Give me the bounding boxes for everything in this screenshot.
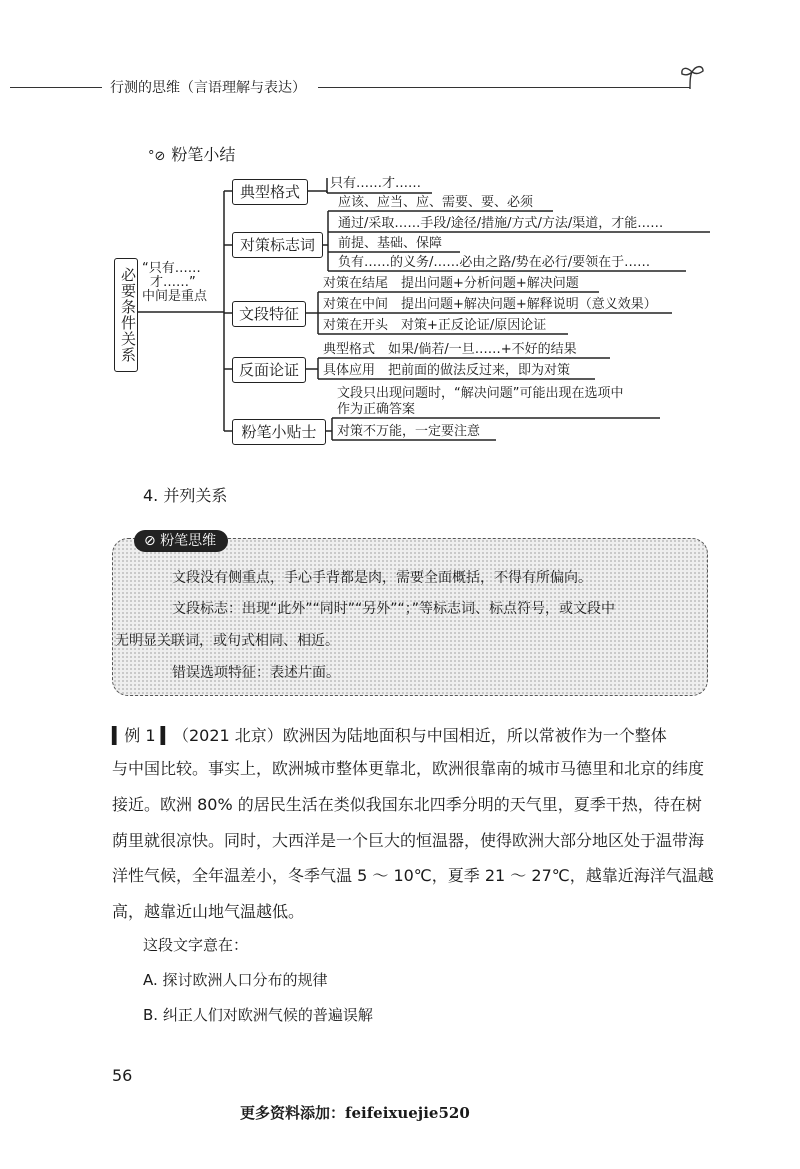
chalk-icon: °⊘ xyxy=(148,149,166,164)
leaf-strategy-1: 应该、应当、应、需要、要、必须 xyxy=(338,195,534,210)
thinking-label: ⊘ 粉笔思维 xyxy=(134,530,228,552)
option-a: A. 探讨欧洲人口分布的规律 xyxy=(143,971,328,989)
question-prompt: 这段文字意在： xyxy=(143,936,249,954)
branch-counter-argument: 反面论证 xyxy=(232,357,306,383)
branch-paragraph-features: 文段特征 xyxy=(232,301,306,327)
root-note: “只有…… 才……” 中间是重点 xyxy=(142,261,208,304)
example-label: ▍例 1 ▍（2021 北京）欧洲因为陆地面积与中国相近，所以常被作为一个整体 xyxy=(112,726,667,745)
leaf-tip-3: 对策不万能，一定要注意 xyxy=(337,424,481,439)
thinking-line-3: 无明显关联词，或句式相同、相近。 xyxy=(115,633,339,649)
leaf-tip-2: 作为正确答案 xyxy=(337,402,416,417)
section-heading: 4. 并列关系 xyxy=(143,486,228,505)
leaf-typical-format-1: 只有……才…… xyxy=(330,176,422,191)
leaf-counter-1: 典型格式 如果/倘若/一旦……+不好的结果 xyxy=(323,342,577,357)
thinking-line-2: 文段标志：出现“此外”“同时”“另外”“；”等标志词、标点符号，或文段中 xyxy=(172,601,616,617)
leaf-counter-2: 具体应用 把前面的做法反过来，即为对策 xyxy=(323,363,571,378)
thinking-line-1: 文段没有侧重点，手心手背都是肉，需要全面概括，不得有所偏向。 xyxy=(172,570,592,586)
root-node: 必要条件关系 xyxy=(114,258,138,372)
leaf-strategy-2: 通过/采取……手段/途径/措施/方式/方法/渠道，才能…… xyxy=(338,216,664,231)
leaf-feature-2: 对策在中间 提出问题+解决问题+解释说明（意义效果） xyxy=(323,297,657,312)
branch-strategy-keywords: 对策标志词 xyxy=(232,232,323,258)
page-number: 56 xyxy=(112,1066,133,1085)
chalk-icon: ⊘ xyxy=(144,533,161,549)
branch-tips: 粉笔小贴士 xyxy=(232,419,326,445)
branch-typical-format: 典型格式 xyxy=(232,179,308,205)
example-line-5: 高，越靠近山地气温越低。 xyxy=(112,902,305,921)
example-line-4: 洋性气候，全年温差小，冬季气温 5 ～ 10℃，夏季 21 ～ 27℃，越靠近海洋气温越 xyxy=(112,866,714,885)
summary-heading: °⊘ 粉笔小结 xyxy=(148,145,236,164)
footer-contact: 更多资料添加：feifeixuejie520 xyxy=(240,1104,470,1122)
example-line-2: 接近。欧洲 80% 的居民生活在类似我国东北四季分明的天气里，夏季干热，待在树 xyxy=(112,795,702,814)
leaf-strategy-4: 负有……的义务/……必由之路/势在必行/要领在于…… xyxy=(338,255,651,270)
thinking-line-4: 错误选项特征：表述片面。 xyxy=(172,665,340,681)
option-b: B. 纠正人们对欧洲气候的普遍误解 xyxy=(143,1006,373,1024)
leaf-tip-1: 文段只出现问题时，“解决问题”可能出现在选项中 xyxy=(337,386,624,401)
leaf-feature-3: 对策在开头 对策+正反论证/原因论证 xyxy=(323,318,547,333)
leaf-feature-1: 对策在结尾 提出问题+分析问题+解决问题 xyxy=(323,276,579,291)
example-line-1: 与中国比较。事实上，欧洲城市整体更靠北，欧洲很靠南的城市马德里和北京的纬度 xyxy=(112,759,705,778)
chapter-title: 行测的思维（言语理解与表达） xyxy=(110,80,306,96)
leaf-strategy-3: 前提、基础、保障 xyxy=(338,236,443,251)
example-line-3: 荫里就很凉快。同时，大西洋是一个巨大的恒温器，使得欧洲大部分地区处于温带海 xyxy=(112,831,705,850)
